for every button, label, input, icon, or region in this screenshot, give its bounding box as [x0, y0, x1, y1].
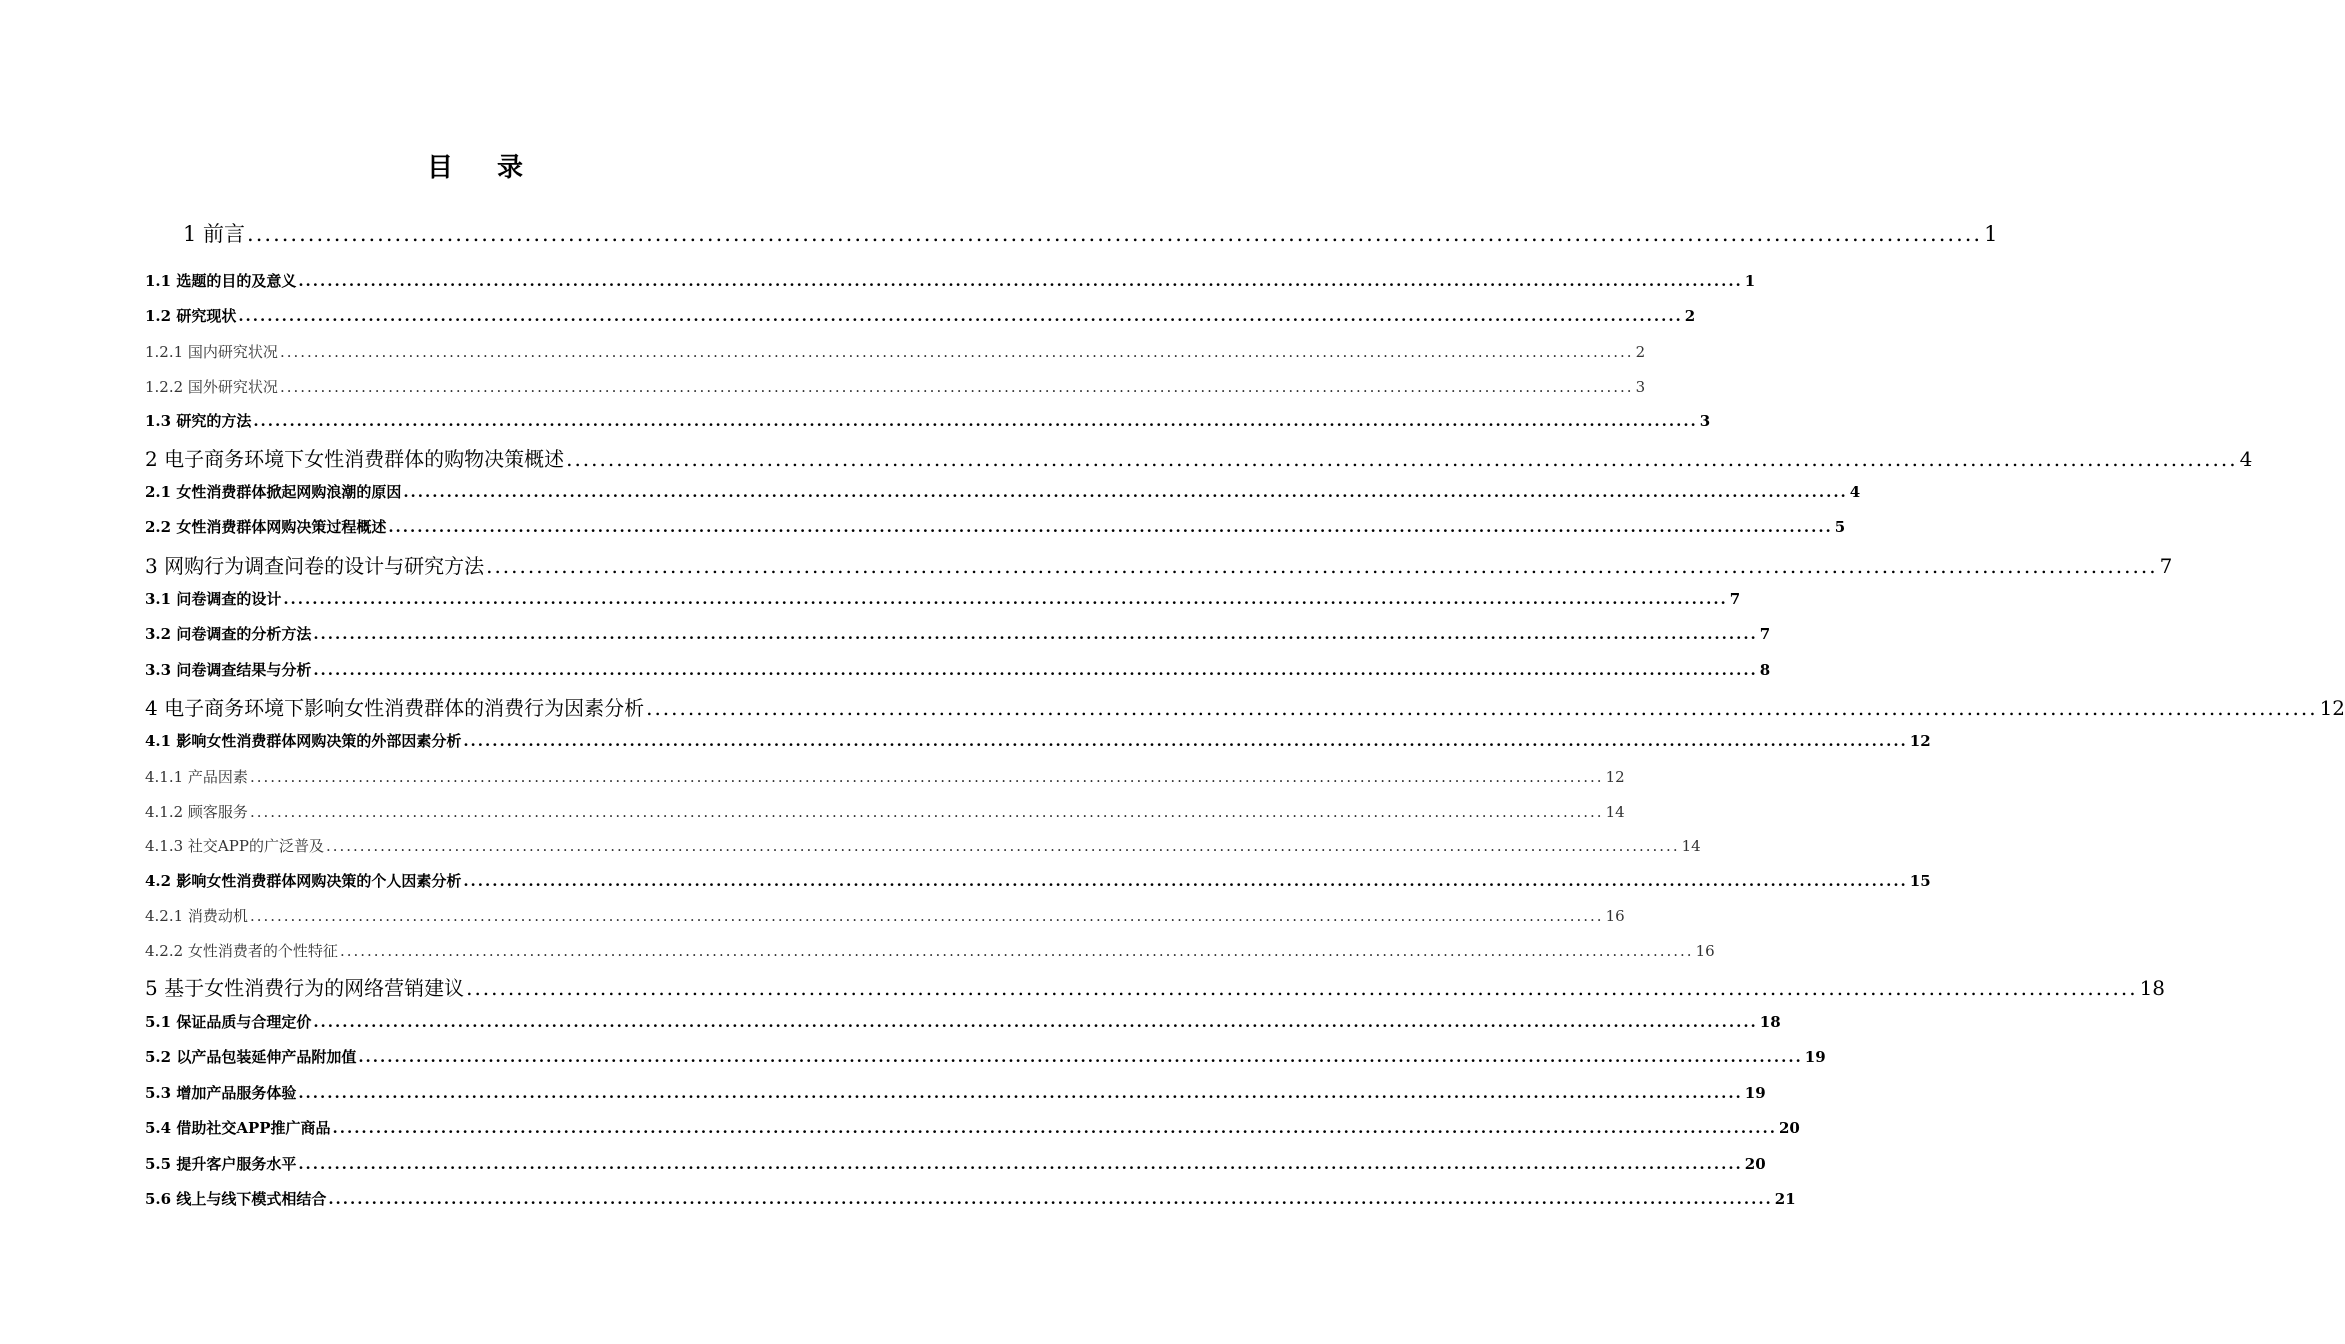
toc-entry-page: 4: [2239, 447, 2253, 471]
toc-entry-page: 12: [2319, 696, 2345, 720]
toc-entry-page: 7: [1759, 625, 1771, 643]
toc-entry-text: 1.3 研究的方法: [145, 412, 252, 430]
toc-entry-page: 14: [1681, 837, 1701, 855]
toc-entry-text: 4.2.1 消费动机: [145, 907, 248, 925]
toc-entry-page: 3: [1699, 412, 1711, 430]
toc-entry-page: 20: [1744, 1155, 1766, 1173]
toc-entry-page: 7: [2159, 554, 2173, 578]
toc-entry-page: 2: [1635, 343, 1646, 361]
toc-entry-text: 4.1 影响女性消费群体网购决策的外部因素分析: [145, 732, 462, 750]
toc-entry[interactable]: [145, 1011, 1781, 1032]
toc-entry[interactable]: [145, 1153, 1766, 1174]
toc-leader-dots: ........................................................................................................................................................................................................: [298, 1155, 1743, 1173]
toc-entry-page: 3: [1635, 378, 1646, 396]
toc-leader-dots: ........................................................................................................................................................................................................: [332, 1119, 1777, 1137]
toc-leader-dots: ........................................................................................................................................................................................................: [403, 483, 1848, 501]
toc-leader-dots: ........................................................................................................................................................................................................: [249, 803, 1604, 821]
toc-leader-dots: ........................................................................................................................................................................................................: [247, 222, 1983, 246]
toc-leader-dots: ........................................................................................................................................................................................................: [466, 976, 2138, 1000]
toc-leader-dots: ........................................................................................................................................................................................................: [249, 768, 1604, 786]
toc-leader-dots: ........................................................................................................................................................................................................: [486, 554, 2158, 578]
toc-leader-dots: ........................................................................................................................................................................................................: [253, 412, 1698, 430]
toc-entry-text: 5 基于女性消费行为的网络营销建议: [145, 976, 465, 1000]
toc-entry-page: 16: [1695, 942, 1715, 960]
toc-entry-page: 2: [1684, 307, 1696, 325]
toc-leader-dots: ........................................................................................................................................................................................................: [646, 696, 2318, 720]
toc-entry[interactable]: [145, 801, 1625, 822]
toc-leader-dots: ........................................................................................................................................................................................................: [313, 625, 1758, 643]
toc-entry[interactable]: [145, 588, 1741, 609]
toc-leader-dots: ........................................................................................................................................................................................................: [279, 378, 1634, 396]
toc-leader-dots: ........................................................................................................................................................................................................: [279, 343, 1634, 361]
toc-entry[interactable]: [145, 870, 1931, 891]
toc-title: 目录: [426, 153, 567, 183]
toc-entry-text: 4.1.2 顾客服务: [145, 803, 248, 821]
toc-entry-text: 1.2 研究现状: [145, 307, 237, 325]
toc-entry[interactable]: [145, 481, 1861, 502]
toc-entry-text: 2 电子商务环境下女性消费群体的购物决策概述: [145, 447, 565, 471]
toc-entry-text: 3.2 问卷调查的分析方法: [145, 625, 312, 643]
toc-leader-dots: ........................................................................................................................................................................................................: [298, 272, 1743, 290]
toc-entry-page: 7: [1729, 590, 1741, 608]
toc-entry-page: 16: [1605, 907, 1625, 925]
toc-entry[interactable]: [145, 766, 1625, 787]
toc-entry[interactable]: [145, 1117, 1800, 1138]
toc-entry[interactable]: [145, 1188, 1796, 1209]
toc-entry-text: 4.2 影响女性消费群体网购决策的个人因素分析: [145, 872, 462, 890]
toc-entry-page: 15: [1909, 872, 1931, 890]
toc-entry-text: 4.1.3 社交APP的广泛普及: [145, 837, 324, 855]
toc-entry[interactable]: [145, 550, 2173, 579]
toc-entry[interactable]: [183, 218, 1998, 248]
toc-entry[interactable]: [145, 730, 1931, 751]
toc-leader-dots: ........................................................................................................................................................................................................: [328, 1190, 1773, 1208]
toc-leader-dots: ........................................................................................................................................................................................................: [566, 447, 2238, 471]
toc-entry-text: 4.2.2 女性消费者的个性特征: [145, 942, 338, 960]
toc-entry[interactable]: [145, 516, 1846, 537]
toc-entry[interactable]: [145, 835, 1701, 856]
toc-entry-text: 2.2 女性消费群体网购决策过程概述: [145, 518, 387, 536]
toc-leader-dots: ........................................................................................................................................................................................................: [249, 907, 1604, 925]
toc-entry-page: 1: [1984, 222, 1998, 246]
toc-entry-page: 5: [1834, 518, 1846, 536]
toc-entry[interactable]: [145, 1046, 1826, 1067]
toc-entry-page: 12: [1909, 732, 1931, 750]
toc-leader-dots: ........................................................................................................................................................................................................: [463, 732, 1908, 750]
toc-entry-text: 5.3 增加产品服务体验: [145, 1084, 297, 1102]
toc-entry[interactable]: [145, 305, 1696, 326]
toc-entry-text: 3.3 问卷调查结果与分析: [145, 661, 312, 679]
toc-entry[interactable]: [145, 692, 2345, 721]
toc-entry-page: 21: [1774, 1190, 1796, 1208]
toc-entry-text: 3.1 问卷调查的设计: [145, 590, 282, 608]
toc-entry-text: 5.6 线上与线下模式相结合: [145, 1190, 327, 1208]
toc-leader-dots: ........................................................................................................................................................................................................: [358, 1048, 1803, 1066]
toc-entry-page: 18: [2139, 976, 2166, 1000]
toc-entry[interactable]: [145, 410, 1711, 431]
toc-entry-page: 20: [1778, 1119, 1800, 1137]
toc-leader-dots: ........................................................................................................................................................................................................: [313, 661, 1758, 679]
toc-leader-dots: ........................................................................................................................................................................................................: [339, 942, 1694, 960]
toc-entry-text: 5.1 保证品质与合理定价: [145, 1013, 312, 1031]
toc-leader-dots: ........................................................................................................................................................................................................: [313, 1013, 1758, 1031]
toc-leader-dots: ........................................................................................................................................................................................................: [463, 872, 1908, 890]
toc-entry-text: 4 电子商务环境下影响女性消费群体的消费行为因素分析: [145, 696, 645, 720]
toc-entry-text: 1.1 选题的目的及意义: [145, 272, 297, 290]
toc-entry-page: 12: [1605, 768, 1625, 786]
toc-entry[interactable]: [145, 623, 1771, 644]
toc-entry-text: 1.2.2 国外研究状况: [145, 378, 278, 396]
toc-entry[interactable]: [145, 443, 2253, 472]
toc-entry-page: 1: [1744, 272, 1756, 290]
toc-entry-page: 8: [1759, 661, 1771, 679]
toc-entry-text: 5.4 借助社交APP推广商品: [145, 1119, 331, 1137]
toc-entry-page: 18: [1759, 1013, 1781, 1031]
toc-entry-text: 1.2.1 国内研究状况: [145, 343, 278, 361]
toc-entry-text: 1 前言: [183, 222, 246, 246]
toc-entry[interactable]: [145, 972, 2166, 1001]
toc-entry-page: 4: [1849, 483, 1861, 501]
toc-entry[interactable]: [145, 1082, 1766, 1103]
toc-leader-dots: ........................................................................................................................................................................................................: [283, 590, 1728, 608]
toc-entry-text: 5.2 以产品包装延伸产品附加值: [145, 1048, 357, 1066]
toc-entry-page: 14: [1605, 803, 1625, 821]
toc-entry-page: 19: [1804, 1048, 1826, 1066]
toc-entry[interactable]: [145, 905, 1625, 926]
toc-leader-dots: ........................................................................................................................................................................................................: [298, 1084, 1743, 1102]
toc-entry[interactable]: [145, 659, 1771, 680]
toc-entry[interactable]: [145, 341, 1646, 362]
toc-leader-dots: ........................................................................................................................................................................................................: [388, 518, 1833, 536]
toc-entry[interactable]: [145, 270, 1756, 291]
toc-entry-text: 4.1.1 产品因素: [145, 768, 248, 786]
toc-leader-dots: ........................................................................................................................................................................................................: [238, 307, 1683, 325]
toc-entry-text: 3 网购行为调查问卷的设计与研究方法: [145, 554, 485, 578]
toc-entry-text: 2.1 女性消费群体掀起网购浪潮的原因: [145, 483, 402, 501]
toc-entry-text: 5.5 提升客户服务水平: [145, 1155, 297, 1173]
toc-leader-dots: ........................................................................................................................................................................................................: [325, 837, 1680, 855]
toc-entry-page: 19: [1744, 1084, 1766, 1102]
toc-entry[interactable]: [145, 940, 1715, 961]
toc-entry[interactable]: [145, 376, 1646, 397]
